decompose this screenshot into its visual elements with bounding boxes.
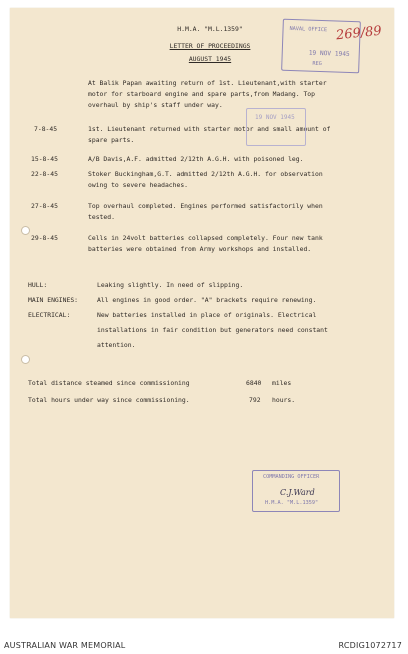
section-line: Leaking slightly. In need of slipping. <box>97 281 244 289</box>
punch-hole-top <box>21 226 30 235</box>
intro-line: motor for starboard engine and spare parts,from Madang. Top <box>88 90 316 98</box>
section-line: attention. <box>97 341 136 349</box>
section-label: ELECTRICAL: <box>28 311 71 319</box>
total-unit: hours. <box>272 396 296 404</box>
entry-line: tested. <box>88 213 115 221</box>
total-label: Total distance steamed since commissioning <box>28 379 190 387</box>
date-stamp <box>246 108 306 146</box>
commanding-officer-signature: C.J.Ward <box>280 488 315 497</box>
received-stamp-office: NAVAL OFFICE <box>289 25 328 34</box>
entry-date: 7-8-45 <box>34 125 58 133</box>
entry-date: 15-8-45 <box>31 155 58 163</box>
commanding-officer-ship: H.M.A. "M.L.1359" <box>265 500 319 506</box>
total-value: 6840 <box>246 379 262 387</box>
punch-hole-bottom <box>21 355 30 364</box>
entry-line: spare parts. <box>88 136 135 144</box>
entry-line: Top overhaul completed. Engines performed satisfactorily when <box>88 202 323 210</box>
section-label: MAIN ENGINES: <box>28 296 79 304</box>
section-line: New batteries installed in place of originals. Electrical <box>97 311 317 319</box>
document-period: AUGUST 1945 <box>188 55 232 63</box>
total-label: Total hours under way since commissioning. <box>28 396 190 404</box>
entry-line: A/B Davis,A.F. admitted 2/12th A.G.H. with poisoned leg. <box>88 155 304 163</box>
entry-line: batteries were obtained from Army workshops and installed. <box>88 245 312 253</box>
document-header: H.M.A. "M.L.1359" <box>177 25 243 33</box>
intro-line: At Balik Papan awaiting return of 1st. Lieutenant,with starter <box>88 79 327 87</box>
entry-date: 22-8-45 <box>31 170 58 178</box>
total-value: 792 <box>249 396 261 404</box>
entry-line: 1st. Lieutenant returned with starter motor and small amount of <box>88 125 331 133</box>
entry-line: owing to severe headaches. <box>88 181 189 189</box>
commanding-officer-title: COMMANDING OFFICER <box>263 474 320 480</box>
received-stamp-reg: REG <box>312 60 322 68</box>
section-line: installations in fair condition but generators need constant <box>97 326 328 334</box>
entry-line: Stoker Buckingham,G.T. admitted 2/12th A.G.H. for observation <box>88 170 323 178</box>
section-line: All engines in good order. "A" brackets require renewing. <box>97 296 317 304</box>
section-label: HULL: <box>28 281 48 289</box>
entry-date: 29-8-45 <box>31 234 58 242</box>
entry-date: 27-8-45 <box>31 202 58 210</box>
handwritten-reference: 269/89 <box>335 23 383 44</box>
total-unit: miles <box>272 379 292 387</box>
entry-line: Cells in 24volt batteries collapsed completely. Four new tank <box>88 234 323 242</box>
received-stamp-date: 19 NOV 1945 <box>308 49 350 59</box>
intro-line: overhaul by ship's staff under way. <box>88 101 223 109</box>
date-stamp-date: 19 NOV 1945 <box>255 114 295 121</box>
document-title: LETTER OF PROCEEDINGS <box>169 42 251 50</box>
footer-id: RCDIG1072717 <box>338 641 402 650</box>
footer-source: AUSTRALIAN WAR MEMORIAL <box>4 641 126 650</box>
